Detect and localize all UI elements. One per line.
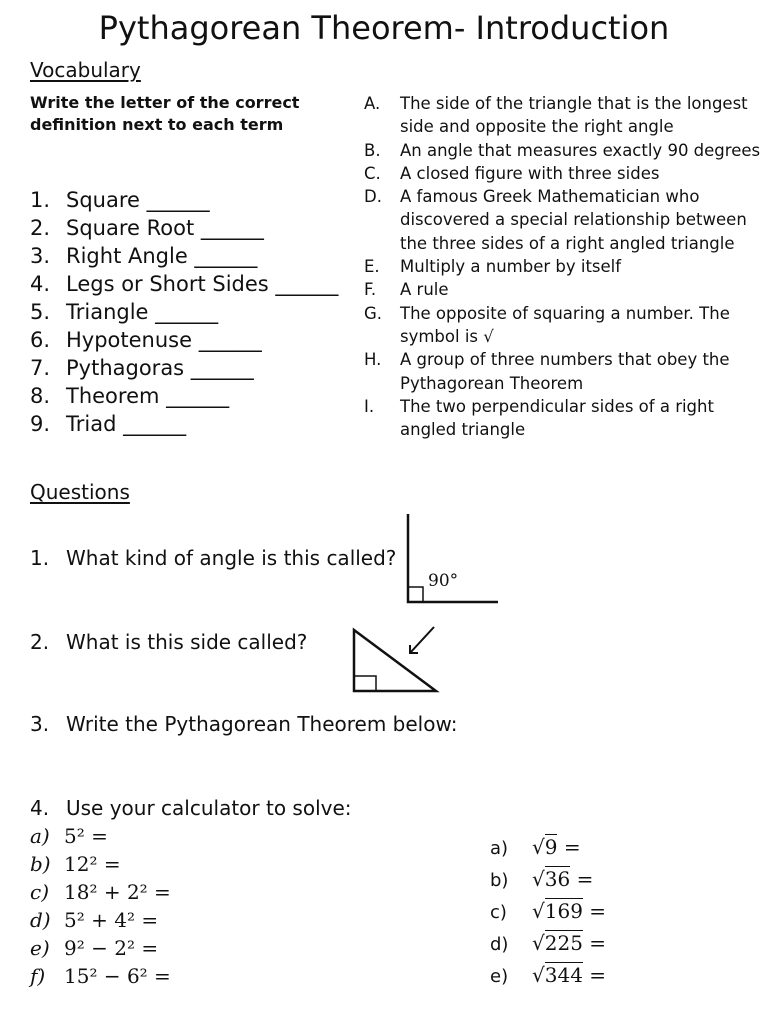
term-item: 9. Triad ______ bbox=[30, 412, 187, 436]
angle-label: 90° bbox=[428, 571, 459, 591]
definition-item: G. The opposite of squaring a number. The symbol is √ bbox=[364, 303, 730, 346]
definition-item: H. A group of three numbers that obey the Pythagorean Theorem bbox=[364, 350, 730, 393]
vocabulary-instructions: Write the letter of the correct definition next to each term bbox=[30, 93, 300, 134]
page-title: Pythagorean Theorem- Introduction bbox=[98, 9, 670, 47]
radical-sign-icon: √ bbox=[532, 931, 545, 955]
definition-item: E. Multiply a number by itself bbox=[364, 257, 622, 277]
vocabulary-heading: Vocabulary bbox=[30, 58, 141, 82]
radical-sign-icon: √ bbox=[532, 963, 545, 987]
definition-item: A. The side of the triangle that is the longest side and opposite the right angle bbox=[364, 94, 748, 137]
square-problem: b) 12² = bbox=[30, 852, 121, 876]
term-item: 2. Square Root ______ bbox=[30, 216, 264, 240]
triangle-right-angle-marker bbox=[354, 676, 376, 691]
question-2: 2. What is this side called? bbox=[30, 630, 308, 654]
definition-item: F. A rule bbox=[364, 280, 449, 300]
root-problem: a) √9 = bbox=[490, 835, 581, 859]
root-problem: b) √36 = bbox=[490, 867, 594, 891]
term-item: 4. Legs or Short Sides ______ bbox=[30, 272, 339, 296]
square-problem: f) 15² − 6² = bbox=[30, 964, 171, 988]
root-problem: c) √169 = bbox=[490, 899, 607, 923]
term-item: 7. Pythagoras ______ bbox=[30, 356, 254, 380]
question-3: 3. Write the Pythagorean Theorem below: bbox=[30, 712, 458, 736]
definition-list bbox=[364, 92, 764, 441]
triangle-figure bbox=[348, 622, 444, 696]
right-angle-marker bbox=[408, 587, 423, 602]
radical-sign-icon: √ bbox=[532, 867, 545, 891]
term-list bbox=[30, 186, 360, 438]
arrow-icon bbox=[410, 627, 434, 653]
square-problem: a) 5² = bbox=[30, 824, 108, 848]
term-item: 3. Right Angle ______ bbox=[30, 244, 258, 268]
term-item: 8. Theorem ______ bbox=[30, 384, 230, 408]
radical-sign-icon: √ bbox=[532, 899, 545, 923]
roots-list bbox=[490, 832, 606, 992]
term-item: 6. Hypotenuse ______ bbox=[30, 328, 262, 352]
question-4: 4. Use your calculator to solve: bbox=[30, 796, 352, 820]
square-problem: c) 18² + 2² = bbox=[30, 880, 171, 904]
root-problem: d) √225 = bbox=[490, 931, 607, 955]
definition-item: B. An angle that measures exactly 90 degrees bbox=[364, 140, 761, 160]
definition-item: I. The two perpendicular sides of a right angled triangle bbox=[364, 396, 714, 440]
term-item: 5. Triangle ______ bbox=[30, 300, 219, 324]
radical-sign-icon: √ bbox=[532, 835, 545, 859]
root-problem: e) √344 = bbox=[490, 963, 607, 987]
definition-item: C. A closed figure with three sides bbox=[364, 163, 660, 183]
squares-list bbox=[30, 822, 171, 990]
right-angle-figure bbox=[400, 512, 504, 608]
questions-heading: Questions bbox=[30, 480, 130, 504]
square-problem: d) 5² + 4² = bbox=[30, 908, 159, 932]
square-problem: e) 9² − 2² = bbox=[30, 936, 159, 960]
term-item: 1. Square ______ bbox=[30, 188, 210, 212]
definition-item: D. A famous Greek Mathematician who discovered a special relationship between the three sides of a right angled triangle bbox=[364, 187, 747, 253]
question-1: 1. What kind of angle is this called? bbox=[30, 546, 397, 570]
